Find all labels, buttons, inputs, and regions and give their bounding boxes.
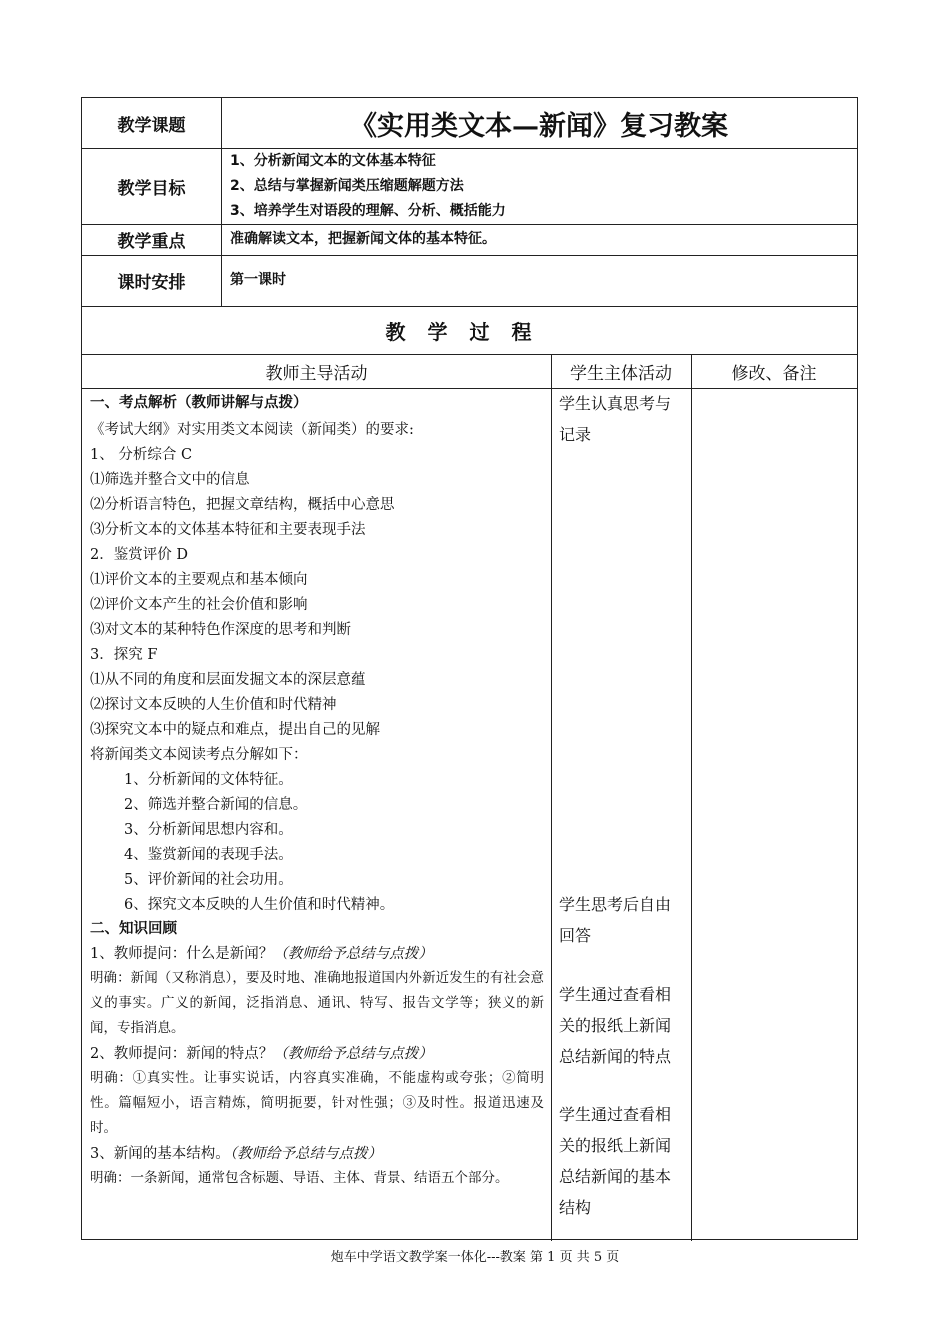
text-line: ⑴筛选并整合文中的信息	[90, 472, 250, 488]
text-line: 3．探究 F	[90, 647, 158, 663]
text-line: 1、 分析综合 C	[90, 447, 193, 463]
list-item: 3、分析新闻思想内容和。	[124, 822, 293, 838]
student-activity: 学生通过查看相关的报纸上新闻总结新闻的基本结构	[559, 1105, 672, 1217]
process-title: 教学过程	[385, 319, 554, 344]
lesson-title: 《实用类文本—新闻》复习教案	[350, 110, 728, 142]
focus-text: 准确解读文本，把握新闻文体的基本特征。	[230, 231, 496, 247]
teacher-activity-cell	[82, 388, 551, 1241]
text-line: ⑶探究文本中的疑点和难点，提出自己的见解	[90, 722, 380, 738]
answer-paragraph: 明确：新闻（又称消息），要及时地、准确地报道国内外新近发生的有社会意义的事实。广义的新闻，泛指消息、通讯、特写、报告文学等；狭义的新闻，专指消息。	[90, 970, 544, 1036]
text-line: ⑶对文本的某种特色作深度的思考和判断	[90, 622, 351, 638]
answer-paragraph: 明确：一条新闻，通常包含标题、导语、主体、背景、结语五个部分。	[90, 1170, 509, 1186]
text-line: ⑵评价文本产生的社会价值和影响	[90, 597, 308, 613]
list-item: 1、分析新闻的文体特征。	[124, 772, 293, 788]
teacher-column-header: 教师主导活动	[265, 363, 368, 384]
list-item: 4、鉴赏新闻的表现手法。	[124, 847, 293, 863]
student-activity: 学生认真思考与记录	[559, 394, 672, 444]
page-footer: 炮车中学语文教学案一体化---教案 第 1 页 共 5 页	[330, 1250, 620, 1265]
lesson-plan-table	[81, 97, 858, 1240]
question-text: 2、教师提问：新闻的特点？	[90, 1046, 274, 1062]
question-line	[90, 1144, 382, 1164]
student-activity-cell	[551, 388, 691, 1241]
text-line: 《考试大纲》对实用类文本阅读（新闻类）的要求:	[90, 422, 414, 438]
question-text: 1、教师提问：什么是新闻？	[90, 946, 274, 962]
goals-label: 教学目标	[117, 178, 186, 199]
focus-label: 教学重点	[117, 232, 186, 252]
answer-paragraph: 明确：①真实性。让事实说话，内容真实准确，不能虚构或夸张；②简明性。篇幅短小，语言精炼，简明扼要，针对性强；③及时性。报道迅速及时。	[90, 1070, 544, 1136]
goal-item: 1、分析新闻文本的文体基本特征	[230, 153, 436, 169]
list-item: 6、探究文本反映的人生价值和时代精神。	[124, 897, 395, 913]
goal-item: 2、总结与掌握新闻类压缩题解题方法	[230, 178, 464, 194]
schedule-label: 课时安排	[117, 273, 186, 293]
goals-list	[230, 149, 850, 224]
text-line: 将新闻类文本阅读考点分解如下：	[90, 747, 308, 763]
student-activity: 学生通过查看相关的报纸上新闻总结新闻的特点	[559, 985, 672, 1066]
teacher-note: （教师给予总结与点拨）	[273, 946, 433, 962]
student-activity: 学生思考后自由回答	[559, 895, 672, 945]
section-heading: 二、知识回顾	[90, 921, 177, 937]
list-item: 2、筛选并整合新闻的信息。	[124, 797, 308, 813]
topic-label: 教学课题	[117, 115, 186, 136]
schedule-text: 第一课时	[230, 272, 286, 288]
text-line: ⑴从不同的角度和层面发掘文本的深层意蕴	[90, 672, 366, 688]
text-line: ⑴评价文本的主要观点和基本倾向	[90, 572, 308, 588]
question-line	[90, 1044, 433, 1064]
text-line: ⑵分析语言特色，把握文章结构，概括中心意思	[90, 497, 395, 513]
notes-column-header: 修改、备注	[731, 363, 817, 384]
list-item: 5、评价新闻的社会功用。	[124, 872, 293, 888]
teacher-note: （教师给予总结与点拨）	[273, 1046, 433, 1062]
text-line: ⑶分析文本的文体基本特征和主要表现手法	[90, 522, 366, 538]
goal-item: 3、培养学生对语段的理解、分析、概括能力	[230, 203, 506, 219]
notes-cell	[691, 388, 857, 1241]
teacher-note: （教师给予总结与点拨）	[229, 1146, 382, 1162]
question-text: 3、新闻的基本结构。	[90, 1146, 230, 1162]
text-line: 2．鉴赏评价 D	[90, 547, 188, 563]
section-heading: 一、考点解析（教师讲解与点拨）	[90, 395, 308, 411]
text-line: ⑵探讨文本反映的人生价值和时代精神	[90, 697, 337, 713]
student-column-header: 学生主体活动	[570, 363, 672, 384]
question-line	[90, 944, 433, 964]
